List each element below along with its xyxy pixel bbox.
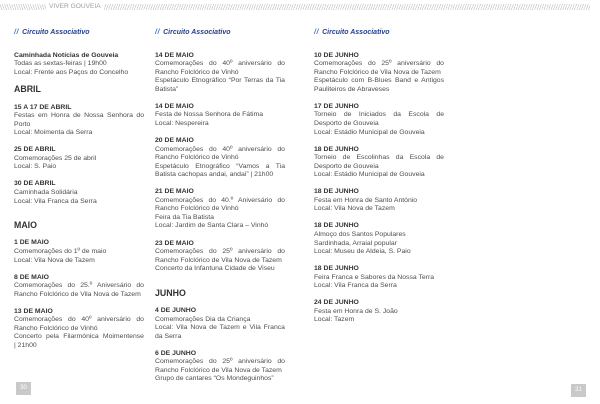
event-detail-line: Caminhada Solidária — [14, 188, 78, 196]
event-date: 13 DE MAIO — [14, 307, 53, 315]
event-detail-line: Rancho Folclórico de Vila Nova de Tazem — [314, 68, 441, 76]
event-entry — [314, 222, 444, 256]
event-detail-line: Concerto da Infantuna Cidade de Viseu — [155, 265, 275, 273]
heading-slashes: // — [314, 29, 320, 36]
event-detail-line: Torneio de Escolinhas da Escola de — [314, 154, 444, 162]
event-detail-line: Comemorações do 25º aniversário do — [155, 358, 285, 366]
event-detail-line: Rancho Folclórico de Vila Nova de Tazem — [155, 256, 282, 264]
event-detail-line: Rancho Folclórico de Vila Nova de Tazem — [155, 366, 282, 374]
event-entry — [155, 240, 285, 274]
event-detail-line: Espetáculo Etnográfico “Por Terras da Tia — [155, 77, 285, 85]
section-heading — [314, 28, 444, 38]
running-header — [0, 3, 590, 11]
event-entry — [155, 137, 285, 180]
event-detail-line: Local: Frente aos Paços do Concelho — [14, 68, 129, 76]
magazine-title: VIVER GOUVEIA — [49, 3, 101, 10]
event-detail-line: Rancho Folclórico de Vinhó — [155, 154, 239, 162]
agenda-column-1 — [14, 28, 144, 359]
agenda-column-3 — [314, 28, 444, 333]
event-detail-line: Festa de Nossa Senhora de Fátima — [155, 111, 264, 119]
event-detail-line: Local: Vila Nova de Tazem — [14, 256, 95, 264]
event-detail-line: Local: Estádio Municipal de Gouveia — [314, 171, 425, 179]
event-detail-line: Feira Franca e Sabores da Nossa Terra — [314, 273, 435, 281]
event-entry — [314, 103, 444, 137]
event-detail-line: Comemorações do 40º aniversário do — [14, 316, 144, 324]
event-detail-line: Local: Nespereira — [155, 120, 209, 128]
event-detail-line: Festas em Honra de Nossa Senhora do — [14, 112, 144, 120]
event-date: 14 DE MAIO — [155, 51, 194, 59]
event-detail-line: Comemorações do 25º aniversário do — [314, 60, 444, 68]
event-detail-line: Batista” — [155, 85, 179, 93]
event-detail-line: Pauliteiros de Abraveses — [314, 85, 390, 93]
event-detail-line: da Serra — [155, 332, 182, 340]
event-entry — [14, 104, 144, 138]
event-date: 15 A 17 DE ABRIL — [14, 103, 72, 111]
event-date: 23 DE MAIO — [155, 239, 194, 247]
event-detail-line: Batista cachopas andai, andai” | 21h00 — [155, 171, 274, 179]
event-date: 1 DE MAIO — [14, 239, 49, 247]
event-date: 18 DE JUNHO — [314, 222, 359, 230]
event-detail-line: Desporto de Gouveia — [314, 162, 379, 170]
event-detail-line: Local: Tazem — [314, 316, 355, 324]
event-detail-line: Comemorações do 40.º Aniversário do — [155, 196, 285, 204]
event-date: 25 DE ABRIL — [14, 146, 56, 154]
event-detail-line: Comemorações do 40º aniversário do — [155, 145, 285, 153]
event-detail-line: Local: Museu de Aldeia, S. Paio — [314, 248, 411, 256]
event-date: 10 DE JUNHO — [314, 51, 359, 59]
event-detail-line: Rancho Folclórico de Vinhó — [155, 205, 239, 213]
event-detail-line: Espetáculo Etnográfico “Vamos a Tia — [155, 162, 285, 170]
event-detail-line: Local: Estádio Municipal de Gouveia — [314, 128, 425, 136]
event-detail-line: Todas as sextas-feiras | 19h00 — [14, 60, 107, 68]
event-entry — [155, 188, 285, 231]
event-detail-line: Local: Moimenta da Serra — [14, 129, 93, 137]
event-detail-line: Comemorações 25 de abril — [14, 154, 97, 162]
event-detail-line: Comemorações do 25º aniversário do — [155, 248, 285, 256]
event-detail-line: Espetáculo com B-Blues Band e Antigos — [314, 77, 444, 85]
event-entry — [314, 52, 444, 95]
event-title: Caminhada Notícias de Gouveia — [14, 51, 119, 59]
event-date: 4 DE JUNHO — [155, 307, 197, 315]
agenda-column-2 — [155, 28, 285, 392]
event-entry — [314, 299, 444, 325]
section-heading-label: Circuito Associativo — [322, 29, 390, 36]
event-entry — [155, 103, 285, 129]
event-detail-line: Rancho Folclórico de Vila Nova de Tazem — [14, 290, 141, 298]
page-number-left: 30 — [16, 382, 31, 395]
event-detail-line: Desporto de Gouveia — [314, 120, 379, 128]
event-detail-line: Comemorações Dia da Criança — [155, 315, 251, 323]
event-detail-line: Local: Vila Franca da Serra — [314, 282, 397, 290]
event-detail-line: Local: Vila Nova de Tazem — [314, 205, 395, 213]
event-date: 30 DE ABRIL — [14, 180, 56, 188]
event-entry — [155, 52, 285, 95]
event-detail-line: Rancho Folclórico de Vinhó — [155, 68, 239, 76]
event-date: 6 DE JUNHO — [155, 349, 197, 357]
event-detail-line: Sardinhada, Arraial popular — [314, 239, 397, 247]
event-detail-line: | 21h00 — [14, 341, 37, 349]
event-date: 21 DE MAIO — [155, 188, 194, 196]
event-date: 18 DE JUNHO — [314, 145, 359, 153]
event-detail-line: Local: Jardim de Santa Clara – Vinhó — [155, 222, 269, 230]
event-detail-line: Festa em Honra de S. João — [314, 307, 398, 315]
month-heading: ABRIL — [14, 84, 41, 95]
event-date: 14 DE MAIO — [155, 102, 194, 110]
section-heading-label: Circuito Associativo — [22, 29, 90, 36]
page-number-right: 31 — [571, 384, 586, 397]
event-detail-line: Local: Vila Nova de Tazem e Vila Franca — [155, 324, 285, 332]
header-pattern-right — [104, 4, 590, 10]
event-entry — [14, 274, 144, 300]
event-entry — [155, 307, 285, 341]
event-date: 8 DE MAIO — [14, 273, 49, 281]
event-entry — [14, 239, 144, 265]
event-date: 18 DE JUNHO — [314, 188, 359, 196]
event-detail-line: Comemorações do 1º de maio — [14, 247, 107, 255]
event-detail-line: Comemorações do 40º aniversário do — [155, 60, 285, 68]
event-detail-line: Porto — [14, 120, 31, 128]
event-detail-line: Grupo de cantares “Os Mondeguinhos” — [155, 375, 274, 383]
event-entry — [314, 146, 444, 180]
header-pattern-left — [0, 4, 46, 10]
event-date: 18 DE JUNHO — [314, 265, 359, 273]
event-entry — [314, 265, 444, 291]
event-detail-line: Local: S. Paio — [14, 163, 57, 171]
event-entry — [14, 308, 144, 351]
section-heading-label: Circuito Associativo — [163, 29, 231, 36]
event-date: 20 DE MAIO — [155, 137, 194, 145]
event-detail-line: Comemorações do 25.º Aniversário do — [14, 282, 144, 290]
heading-slashes: // — [155, 29, 161, 36]
event-detail-line: Almoço dos Santos Populares — [314, 230, 406, 238]
event-detail-line: Local: Vila Franca da Serra — [14, 197, 97, 205]
event-entry — [14, 146, 144, 172]
event-entry — [155, 350, 285, 384]
section-heading — [155, 28, 285, 38]
month-heading: MAIO — [14, 220, 37, 231]
heading-slashes: // — [14, 29, 20, 36]
event-detail-line: Festa em Honra de Santo António — [314, 196, 418, 204]
event-date: 24 DE JUNHO — [314, 299, 359, 307]
month-heading: JUNHO — [155, 287, 186, 298]
section-heading — [14, 28, 144, 38]
event-detail-line: Rancho Folclórico de Vinhó — [14, 324, 98, 332]
event-detail-line: Concerto pela Filarmónica Moimentense — [14, 333, 144, 341]
event-entry — [314, 188, 444, 214]
event-entry — [14, 180, 144, 206]
event-detail-line: Torneio de Iniciados da Escola de — [314, 111, 444, 119]
event-detail-line: Feira da Tia Batista — [155, 213, 214, 221]
event-date: 17 DE JUNHO — [314, 102, 359, 110]
event-entry — [14, 52, 144, 78]
